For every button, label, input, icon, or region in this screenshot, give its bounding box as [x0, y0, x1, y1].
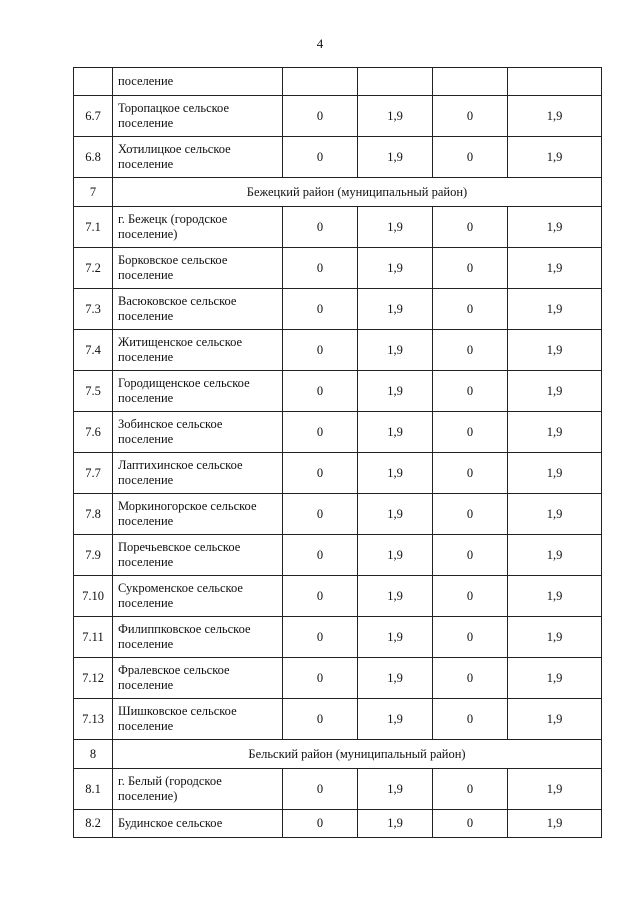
value-cell-1: 0 [283, 810, 358, 838]
region-header-row [74, 740, 602, 769]
settlement-name-cell: Шишковское сельское поселение [113, 699, 283, 740]
value-cell-2: 1,9 [358, 699, 433, 740]
value-cell-4: 1,9 [508, 617, 602, 658]
row-number-cell: 8.2 [74, 810, 113, 838]
value-cell-2: 1,9 [358, 535, 433, 576]
row-number-cell: 8.1 [74, 769, 113, 810]
value-cell-2: 1,9 [358, 248, 433, 289]
row-number-cell: 6.7 [74, 96, 113, 137]
value-cell-3: 0 [433, 494, 508, 535]
page-number: 4 [316, 36, 324, 51]
row-number-cell: 7.8 [74, 494, 113, 535]
row-number-cell: 6.8 [74, 137, 113, 178]
value-cell-2: 1,9 [358, 810, 433, 838]
settlement-name-cell: Торопацкое сельское поселение [113, 96, 283, 137]
row-number-cell: 7.4 [74, 330, 113, 371]
row-number-cell: 7.7 [74, 453, 113, 494]
value-cell-3: 0 [433, 535, 508, 576]
value-cell-2: 1,9 [358, 453, 433, 494]
value-cell-1: 0 [283, 289, 358, 330]
row-number-cell [74, 68, 113, 96]
value-cell-1: 0 [283, 207, 358, 248]
value-cell-4: 1,9 [508, 248, 602, 289]
value-cell-4: 1,9 [508, 207, 602, 248]
settlement-name-cell: поселение [113, 68, 283, 96]
value-cell-4: 1,9 [508, 412, 602, 453]
table-row [74, 617, 602, 658]
value-cell-3: 0 [433, 371, 508, 412]
settlements-table [73, 67, 602, 838]
value-cell-3: 0 [433, 330, 508, 371]
row-number-cell: 7.11 [74, 617, 113, 658]
region-header-row [74, 178, 602, 207]
value-cell-3: 0 [433, 576, 508, 617]
value-cell-3: 0 [433, 658, 508, 699]
table-row [74, 96, 602, 137]
table-row [74, 371, 602, 412]
row-number-cell: 7.5 [74, 371, 113, 412]
value-cell-3: 0 [433, 412, 508, 453]
value-cell-2: 1,9 [358, 412, 433, 453]
settlement-name-cell: Фралевское сельское поселение [113, 658, 283, 699]
table-row [74, 453, 602, 494]
value-cell-4: 1,9 [508, 810, 602, 838]
value-cell-1: 0 [283, 412, 358, 453]
value-cell-1: 0 [283, 371, 358, 412]
value-cell-1: 0 [283, 769, 358, 810]
value-cell-3: 0 [433, 453, 508, 494]
value-cell-4: 1,9 [508, 371, 602, 412]
value-cell-1: 0 [283, 576, 358, 617]
value-cell [358, 68, 433, 96]
value-cell-1: 0 [283, 535, 358, 576]
value-cell-2: 1,9 [358, 371, 433, 412]
value-cell-1: 0 [283, 453, 358, 494]
value-cell-1: 0 [283, 699, 358, 740]
region-number-cell: 8 [74, 740, 113, 769]
table-row [74, 699, 602, 740]
value-cell-3: 0 [433, 96, 508, 137]
value-cell-3: 0 [433, 207, 508, 248]
value-cell-3: 0 [433, 248, 508, 289]
value-cell-4: 1,9 [508, 96, 602, 137]
value-cell-1: 0 [283, 658, 358, 699]
row-number-cell: 7.6 [74, 412, 113, 453]
value-cell-1: 0 [283, 494, 358, 535]
value-cell-2: 1,9 [358, 137, 433, 178]
region-number-cell: 7 [74, 178, 113, 207]
table-row [74, 769, 602, 810]
settlement-name-cell: Филиппковское сельское поселение [113, 617, 283, 658]
value-cell-2: 1,9 [358, 207, 433, 248]
value-cell [433, 68, 508, 96]
value-cell-1: 0 [283, 617, 358, 658]
value-cell-4: 1,9 [508, 535, 602, 576]
settlement-name-cell: Поречьевское сельское поселение [113, 535, 283, 576]
settlement-name-cell: Зобинское сельское поселение [113, 412, 283, 453]
row-number-cell: 7.1 [74, 207, 113, 248]
value-cell-4: 1,9 [508, 576, 602, 617]
table-row [74, 658, 602, 699]
settlement-name-cell: Борковское сельское поселение [113, 248, 283, 289]
row-number-cell: 7.13 [74, 699, 113, 740]
row-number-cell: 7.10 [74, 576, 113, 617]
table-row [74, 494, 602, 535]
settlement-name-cell: Городищенское сельское поселение [113, 371, 283, 412]
value-cell-3: 0 [433, 810, 508, 838]
value-cell-4: 1,9 [508, 289, 602, 330]
value-cell-1: 0 [283, 248, 358, 289]
settlement-name-cell: Будинское сельское [113, 810, 283, 838]
value-cell-4: 1,9 [508, 137, 602, 178]
table-row [74, 137, 602, 178]
settlement-name-cell: г. Бежецк (городское поселение) [113, 207, 283, 248]
value-cell-2: 1,9 [358, 769, 433, 810]
value-cell-4: 1,9 [508, 699, 602, 740]
table-row [74, 810, 602, 838]
settlement-name-cell: Моркиногорское сельское поселение [113, 494, 283, 535]
row-number-cell: 7.12 [74, 658, 113, 699]
value-cell-1: 0 [283, 330, 358, 371]
value-cell-2: 1,9 [358, 658, 433, 699]
value-cell [283, 68, 358, 96]
settlement-name-cell: Житищенское сельское поселение [113, 330, 283, 371]
value-cell-4: 1,9 [508, 658, 602, 699]
table-row-continuation [74, 68, 602, 96]
value-cell [508, 68, 602, 96]
value-cell-2: 1,9 [358, 330, 433, 371]
table-row [74, 289, 602, 330]
value-cell-1: 0 [283, 137, 358, 178]
settlement-name-cell: Хотилицкое сельское поселение [113, 137, 283, 178]
value-cell-3: 0 [433, 617, 508, 658]
value-cell-3: 0 [433, 769, 508, 810]
value-cell-3: 0 [433, 137, 508, 178]
region-title-cell: Бельский район (муниципальный район) [113, 740, 602, 769]
value-cell-2: 1,9 [358, 96, 433, 137]
value-cell-4: 1,9 [508, 494, 602, 535]
value-cell-1: 0 [283, 96, 358, 137]
value-cell-3: 0 [433, 699, 508, 740]
value-cell-2: 1,9 [358, 576, 433, 617]
value-cell-4: 1,9 [508, 769, 602, 810]
value-cell-2: 1,9 [358, 494, 433, 535]
table-row [74, 535, 602, 576]
value-cell-4: 1,9 [508, 453, 602, 494]
settlement-name-cell: Васюковское сельское поселение [113, 289, 283, 330]
table-row [74, 576, 602, 617]
row-number-cell: 7.3 [74, 289, 113, 330]
settlement-name-cell: Сукроменское сельское поселение [113, 576, 283, 617]
table-row [74, 330, 602, 371]
settlement-name-cell: Лаптихинское сельское поселение [113, 453, 283, 494]
row-number-cell: 7.9 [74, 535, 113, 576]
table-row [74, 412, 602, 453]
settlement-name-cell: г. Белый (городское поселение) [113, 769, 283, 810]
value-cell-2: 1,9 [358, 617, 433, 658]
row-number-cell: 7.2 [74, 248, 113, 289]
table-row [74, 248, 602, 289]
value-cell-4: 1,9 [508, 330, 602, 371]
value-cell-3: 0 [433, 289, 508, 330]
region-title-cell: Бежецкий район (муниципальный район) [113, 178, 602, 207]
table-row [74, 207, 602, 248]
value-cell-2: 1,9 [358, 289, 433, 330]
